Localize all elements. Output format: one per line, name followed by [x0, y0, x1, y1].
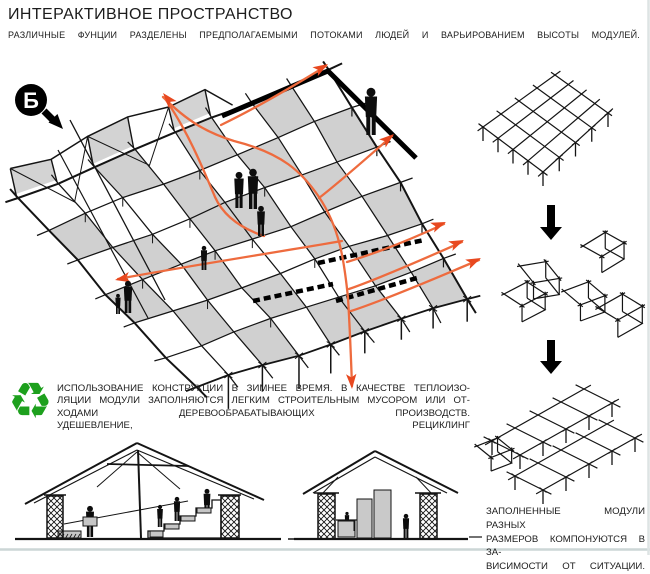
module-grid-shaded-cells [10, 88, 467, 366]
winter-note-line: ХОДАМИ ДЕРЕВООБРАБАТЫВАЮЩИХ ПРОИЗВОДСТВ. [57, 407, 470, 419]
building-section-drawings [15, 443, 482, 539]
modules-note-line: ЗАПОЛНЕННЫЕ МОДУЛИ РАЗНЫХ [486, 506, 645, 531]
marker-b [15, 84, 63, 129]
modules-note-line: РАЗМЕРОВ КОМПОНУЮТСЯ В ЗА- [486, 533, 645, 559]
filled-modules-note [486, 505, 645, 574]
modules-note-line: ВИСИМОСТИ ОТ СИТУАЦИИ. [486, 561, 645, 573]
winter-note-line: ЛЯЦИИ МОДУЛИ ЗАПОЛНЯЮТСЯ ЛЕГКИМ СТРОИТЕЛЬНЫМ МУСОРОМ ИЛИ ОТ- [57, 395, 470, 407]
winter-note-line: УДЕШЕВЛЕНИЕ, РЕЦИКЛИНГ [57, 420, 470, 432]
recycle-icon: ♻ [8, 372, 53, 430]
winter-note-line: ИСПОЛЬЗОВАНИЕ КОНСТРУКЦИИ В ЗИМНЕЕ ВРЕМЯ. В КАЧЕСТВЕ ТЕПЛОИЗО- [57, 383, 470, 394]
winter-use-note [57, 383, 470, 433]
marker-label: Б [23, 88, 39, 113]
page-subtitle: РАЗЛИЧНЫЕ ФУНЦИИ РАЗДЕЛЕНЫ ПРЕДПОЛАГАЕМЫМИ ПОТОКАМИ ЛЮДЕЙ И ВАРЬИРОВАНИЕМ ВЫСОТЫ МОДУЛЕЙ. [8, 30, 640, 40]
assembly-sequence-diagrams [474, 71, 645, 504]
marker-arrow-shaft [44, 111, 53, 120]
page-title: ИНТЕРАКТИВНОЕ ПРОСТРАНСТВО [8, 6, 293, 23]
